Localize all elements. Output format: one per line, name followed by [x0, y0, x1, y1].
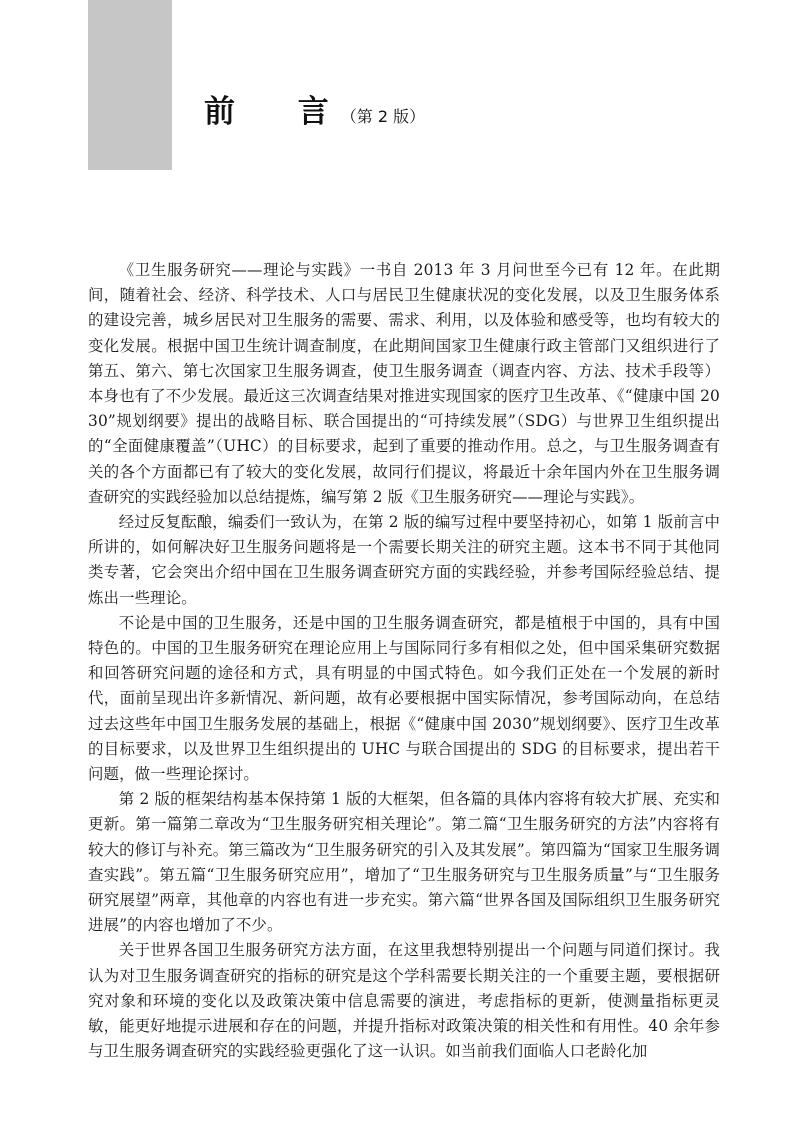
- preface-body: [88, 258, 720, 1065]
- paragraph: 第 2 版的框架结构基本保持第 1 版的大框架，但各篇的具体内容将有较大扩展、充实和更新。第一篇第二章改为“卫生服务研究相关理论”。第二篇“卫生服务研究的方法”内容将有较大的修订与补充。第三篇改为“卫生服务研究的引入及其发展”。第四篇为“国家卫生服务调查实践”。第五篇“卫生服务研究应用”，增加了“卫生服务研究与卫生服务质量”与“卫生服务研究展望”两章，其他章的内容也有进一步充实。第六篇“世界各国及国际组织卫生服务研究进展”的内容也增加了不少。: [88, 790, 720, 935]
- header-gray-tab: [88, 0, 172, 170]
- preface-title: 前 言: [204, 94, 355, 130]
- paragraph: 关于世界各国卫生服务研究方法方面，在这里我想特别提出一个问题与同道们探讨。我认为对卫生服务调查研究的指标的研究是这个学科需要长期关注的一个重要主题，要根据研究对象和环境的变化以及政策决策中信息需要的演进，考虑指标的更新，使测量指标更灵敏，能更好地提示进展和存在的问题，并提升指标对政策决策的相关性和有用性。40 余年参与卫生服务调查研究的实践经验更强化了这一认识。如当前我们面临人口老龄化加: [88, 941, 720, 1061]
- paragraph: 不论是中国的卫生服务，还是中国的卫生服务调查研究，都是植根于中国的，具有中国特色的。中国的卫生服务研究在理论应用上与国际同行多有相似之处，但中国采集研究数据和回答研究问题的途径和方式，具有明显的中国式特色。如今我们正处在一个发展的新时代，面前呈现出许多新情况、新问题，故有必要根据中国实际情况，参考国际动向，在总结过去这些年中国卫生服务发展的基础上，根据《“健康中国 2030”规划纲要》、医疗卫生改革的目标要求，以及世界卫生组织提出的 UHC 与联合国提出的 SDG 的目标要求，提出若干问题，做一些理论探讨。: [88, 613, 720, 784]
- edition-label: （第 2 版）: [340, 107, 426, 126]
- page-heading: [204, 86, 425, 130]
- paragraph: 《卫生服务研究——理论与实践》一书自 2013 年 3 月问世至今已有 12 年。在此期间，随着社会、经济、科学技术、人口与居民卫生健康状况的变化发展，以及卫生服务体系的建设完善，城乡居民对卫生服务的需要、需求、利用，以及体验和感受等，也均有较大的变化发展。根据中国卫生统计调查制度，在此期间国家卫生健康行政主管部门又组织进行了第五、第六、第七次国家卫生服务调查，使卫生服务调查（调查内容、方法、技术手段等）本身也有了不少发展。最近这三次调查结果对推进实现国家的医疗卫生改革、《“健康中国 2030”规划纲要》提出的战略目标、联合国提出的“可持续发展”（SDG）与世界卫生组织提出的“全面健康覆盖”（UHC）的目标要求，起到了重要的推动作用。总之，与卫生服务调查有关的各个方面都已有了较大的变化发展，故同行们提议，将最近十余年国内外在卫生服务调查研究的实践经验加以总结提炼，编写第 2 版《卫生服务研究——理论与实践》。: [88, 261, 720, 506]
- paragraph: 经过反复酝酿，编委们一致认为，在第 2 版的编写过程中要坚持初心，如第 1 版前言中所讲的，如何解决好卫生服务问题将是一个需要长期关注的研究主题。这本书不同于其他同类专著，它会突出介绍中国在卫生服务调查研究方面的实践经验，并参考国际经验总结、提炼出一些理论。: [88, 513, 720, 607]
